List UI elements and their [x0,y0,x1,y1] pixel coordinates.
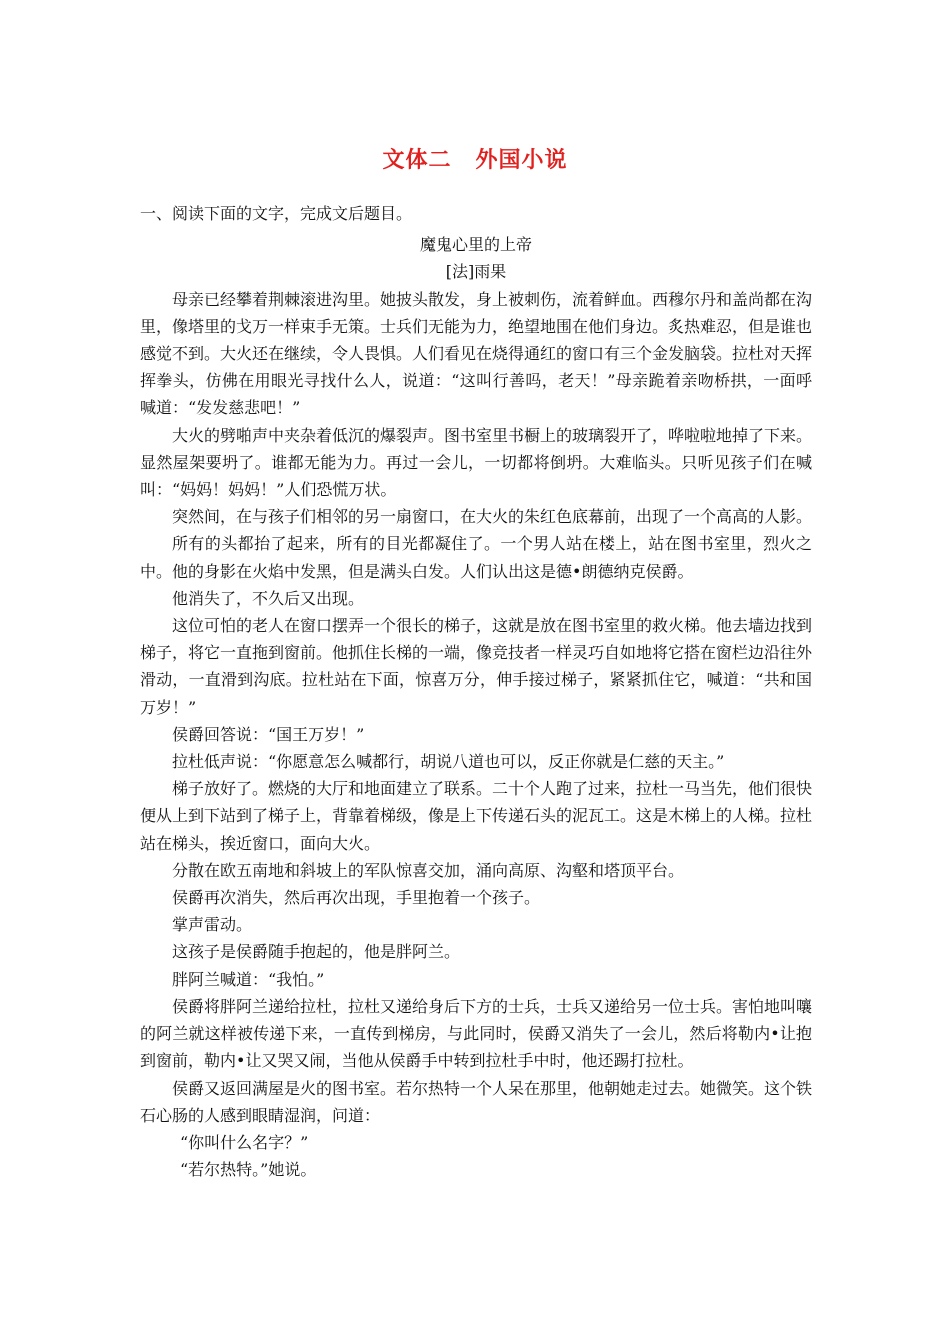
dialogue-line: “你叫什么名字？” [180,1132,309,1152]
paragraph: 他消失了，不久后又出现。 [172,588,365,608]
paragraph: 胖阿兰喊道：“我怕。” [172,969,325,989]
paragraph: 这位可怕的老人在窗口摆弄一个很长的梯子，这就是放在图书室里的救火梯。他去墙边找到梯子，将它一直拖到窗前。他抓住长梯的一端，像竞技者一样灵巧自如地将它搭在窗栏边沿往外滑动，一直滑到沟底。拉杜站在下面，惊喜万分，伸手接过梯子，紧紧抓住它，喊道：“共和国万岁！” [140,616,813,717]
paragraph: 所有的头都抬了起来，所有的目光都凝住了。一个男人站在楼上，站在图书室里，烈火之中。他的身影在火焰中发黑，但是满头白发。人们认出这是德•朗德纳克侯爵。 [140,534,812,581]
paragraph: 拉杜低声说：“你愿意怎么喊都行，胡说八道也可以，反正你就是仁慈的天主。” [172,752,725,772]
paragraph: 侯爵将胖阿兰递给拉杜，拉杜又递给身后下方的士兵，士兵又递给另一位士兵。害怕地叫嚷的阿兰就这样被传递下来，一直传到梯房，与此同时，侯爵又消失了一会儿，然后将勒内•让抱到窗前，勒内•让又哭又闹，当他从侯爵手中转到拉杜手中时，他还踢打拉杜。 [140,996,813,1071]
paragraph: 大火的劈啪声中夹杂着低沉的爆裂声。图书室里书橱上的玻璃裂开了，哗啦啦地掉了下来。显然屋架要坍了。谁都无能为力。再过一会儿，一切都将倒坍。大难临头。只听见孩子们在喊叫：“妈妈！妈妈！”人们恐慌万状。 [140,425,813,500]
paragraph: 这孩子是侯爵随手抱起的，他是胖阿兰。 [172,942,461,962]
paragraph: 突然间，在与孩子们相邻的另一扇窗口，在大火的朱红色底幕前，出现了一个高高的人影。 [172,507,813,527]
document-body [140,200,812,1183]
paragraph: 掌声雷动。 [172,915,253,935]
paragraph: 分散在欧五南地和斜坡上的军队惊喜交加，涌向高原、沟壑和塔顶平台。 [172,860,685,880]
title-part-2: 外国小说 [475,147,568,173]
dialogue-line: “若尔热特。”她说。 [180,1160,317,1180]
paragraph: 梯子放好了。燃烧的大厅和地面建立了联系。二十个人跑了过来，拉杜一马当先，他们很快便从上到下站到了梯子上，背靠着梯级，像是上下传递石头的泥瓦工。这是木梯上的人梯。拉杜站在梯头，挨近窗口，面向大火。 [140,779,813,853]
question-instruction: 一、阅读下面的文字，完成文后题目。 [140,204,413,223]
paragraph: 侯爵又返回满屋是火的图书室。若尔热特一个人呆在那里，他朝她走过去。她微笑。这个铁石心肠的人感到眼睛湿润，问道： [140,1078,813,1125]
page-title [0,143,950,174]
paragraph: 母亲已经攀着荆棘滚进沟里。她披头散发，身上被刺伤，流着鲜血。西穆尔丹和盖尚都在沟里，像塔里的戈万一样束手无策。士兵们无能为力，绝望地围在他们身边。炙热难忍，但是谁也感觉不到。大火还在继续，令人畏惧。人们看见在烧得通红的窗口有三个金发脑袋。拉杜对天挥挥拳头，仿佛在用眼光寻找什么人，说道：“这叫行善吗，老天！”母亲跪着亲吻桥拱，一面呼喊道：“发发慈悲吧！” [140,289,813,418]
story-title: 魔鬼心里的上帝 [419,235,532,255]
title-part-1: 文体二 [382,147,452,173]
story-author: [法]雨果 [445,262,507,282]
paragraph: 侯爵回答说：“国王万岁！” [172,724,365,744]
paragraph: 侯爵再次消失，然后再次出现，手里抱着一个孩子。 [172,888,541,908]
